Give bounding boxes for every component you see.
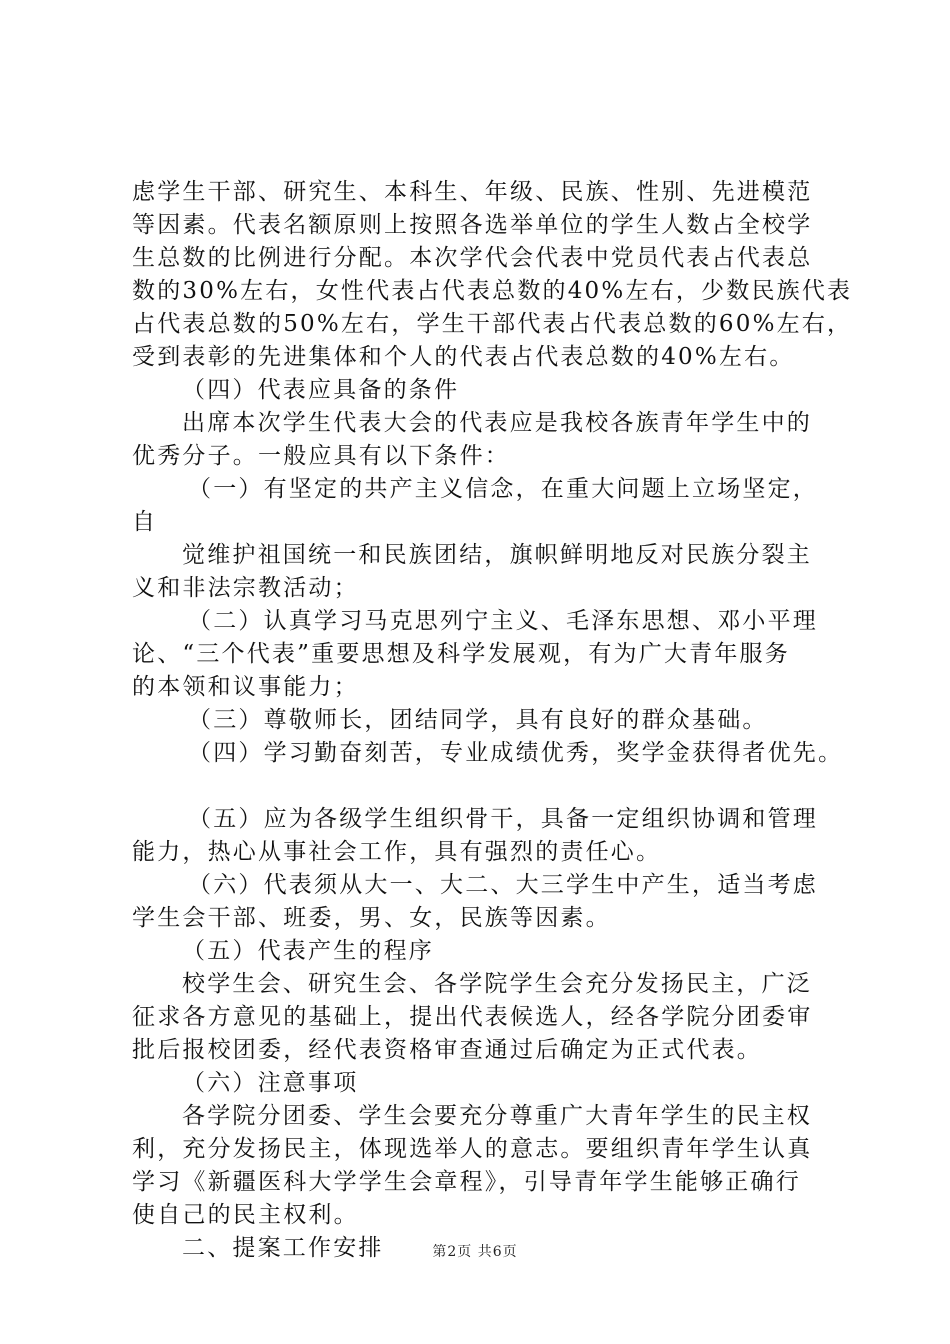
- paragraph-line: 论、“三个代表”重要思想及科学发展观，有为广大青年服务: [132, 641, 790, 667]
- paragraph-line: 出席本次学生代表大会的代表应是我校各族青年学生中的: [182, 410, 812, 436]
- paragraph-line: 学习《新疆医科大学学生会章程》，引导青年学生能够正确行: [132, 1169, 801, 1195]
- section-heading: 二、提案工作安排: [182, 1235, 384, 1261]
- paragraph-line: 批后报校团委，经代表资格审查通过后确定为正式代表。: [132, 1037, 762, 1063]
- paragraph-line: 能力，热心从事社会工作，具有强烈的责任心。: [132, 839, 662, 865]
- paragraph-line: 学生会干部、班委，男、女，民族等因素。: [132, 905, 611, 931]
- list-item: （六）代表须从大一、大二、大三学生中产生，适当考虑: [188, 872, 818, 898]
- paragraph-line: 校学生会、研究生会、各学院学生会充分发扬民主，广泛: [182, 971, 812, 997]
- paragraph-line: 等因素。代表名额原则上按照各选举单位的学生人数占全校学: [132, 212, 813, 238]
- list-item: （二）认真学习马克思列宁主义、毛泽东思想、邓小平理: [188, 608, 818, 634]
- list-item: （四）学习勤奋刻苦，专业成绩优秀，奖学金获得者优先。: [188, 740, 844, 766]
- paragraph-line: 受到表彰的先进集体和个人的代表占代表总数的40%左右。: [132, 344, 795, 370]
- paragraph-line: 自: [132, 509, 158, 535]
- paragraph-line: 的本领和议事能力；: [132, 674, 359, 700]
- page-number-footer: 第2页 共6页: [432, 1244, 518, 1260]
- paragraph-line: 虑学生干部、研究生、本科生、年级、民族、性别、先进模范: [132, 179, 813, 205]
- paragraph-line: 生总数的比例进行分配。本次学代会代表中党员代表占代表总: [132, 245, 813, 271]
- paragraph-line: 觉维护祖国统一和民族团结，旗帜鲜明地反对民族分裂主: [182, 542, 812, 568]
- list-item: （一）有坚定的共产主义信念，在重大问题上立场坚定，: [188, 476, 818, 502]
- paragraph-line: 征求各方意见的基础上，提出代表候选人，经各学院分团委审: [132, 1004, 813, 1030]
- section-heading: （五）代表产生的程序: [182, 938, 434, 964]
- list-item: （三）尊敬师长，团结同学，具有良好的群众基础。: [188, 707, 768, 733]
- paragraph-line: 各学院分团委、学生会要充分尊重广大青年学生的民主权: [182, 1103, 812, 1129]
- paragraph-line: 利，充分发扬民主，体现选举人的意志。要组织青年学生认真: [132, 1136, 813, 1162]
- list-item: （五）应为各级学生组织骨干，具备一定组织协调和管理: [188, 806, 818, 832]
- paragraph-line: 义和非法宗教活动；: [132, 575, 359, 601]
- section-heading: （四）代表应具备的条件: [182, 377, 460, 403]
- paragraph-line: 占代表总数的50%左右，学生干部代表占代表总数的60%左右，: [132, 311, 853, 337]
- paragraph-line: 数的30%左右，女性代表占代表总数的40%左右，少数民族代表: [132, 278, 853, 304]
- paragraph-line: 优秀分子。一般应具有以下条件：: [132, 443, 510, 469]
- paragraph-line: 使自己的民主权利。: [132, 1202, 359, 1228]
- section-heading: （六）注意事项: [182, 1070, 359, 1096]
